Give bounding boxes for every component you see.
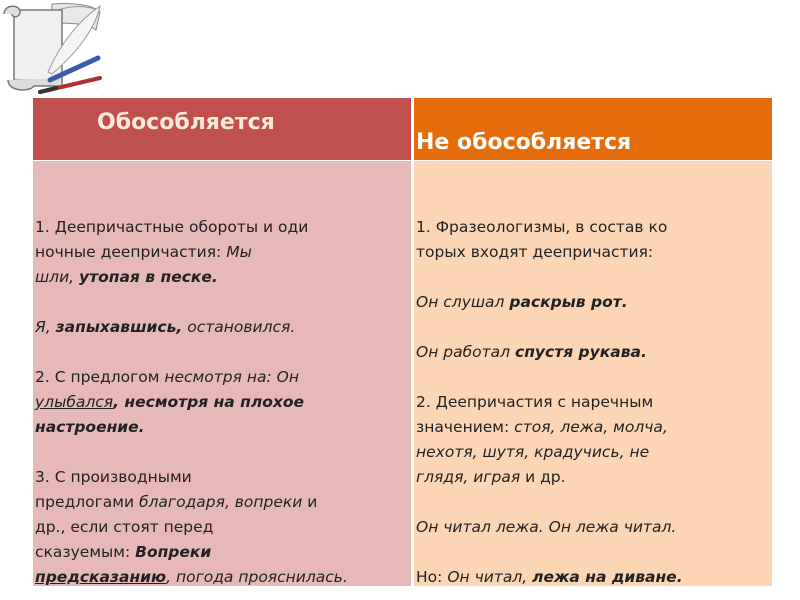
right-line-9 bbox=[416, 515, 772, 540]
left-example-bold: , несмотря на плохое bbox=[113, 393, 305, 411]
comparison-table bbox=[33, 98, 772, 586]
left-example-span: шли, bbox=[35, 268, 75, 286]
right-column bbox=[414, 161, 772, 586]
right-text-span: Но: bbox=[416, 568, 443, 586]
left-line-6 bbox=[35, 390, 411, 415]
left-line-7 bbox=[35, 415, 411, 440]
left-text bbox=[35, 215, 411, 590]
left-column bbox=[33, 161, 411, 586]
left-example-bold: настроение. bbox=[35, 418, 145, 436]
right-example-span: не bbox=[629, 443, 650, 461]
right-text-span: значением: bbox=[416, 418, 510, 436]
scroll-quill-icon bbox=[0, 0, 110, 100]
right-line-10 bbox=[416, 565, 772, 590]
left-line-5 bbox=[35, 365, 411, 390]
left-example-span: благодаря, вопреки bbox=[138, 493, 303, 511]
left-example-span: , погода прояснилась. bbox=[166, 568, 348, 586]
right-example-span: Он читал лежа. Он лежа читал. bbox=[416, 518, 677, 536]
left-example-span: несмотря на: Он bbox=[164, 368, 299, 386]
right-line-2: торых входят деепричастия: bbox=[416, 243, 654, 261]
right-line-1: 1. Фразеологизмы, в состав ко bbox=[416, 218, 668, 236]
left-line-8: 3. С производными bbox=[35, 468, 192, 486]
right-text-span: и др. bbox=[525, 468, 566, 486]
right-example-span: Он читал, bbox=[447, 568, 528, 586]
right-example-span: стоя, лежа, молча, bbox=[514, 418, 668, 436]
right-example-bold: спустя рукава. bbox=[515, 343, 647, 361]
left-text-span: 2. С предлогом bbox=[35, 368, 160, 386]
left-example-bold: предсказанию bbox=[35, 568, 167, 586]
right-example-span: Он работал bbox=[416, 343, 511, 361]
header-left: Обособляется bbox=[33, 98, 411, 160]
left-line-11 bbox=[35, 540, 411, 565]
right-example-span: глядя, играя bbox=[416, 468, 521, 486]
left-example-bold: Вопреки bbox=[135, 543, 212, 561]
right-line-8 bbox=[416, 465, 772, 490]
right-example-bold: лежа на диване. bbox=[532, 568, 683, 586]
left-line-10: др., если стоят перед bbox=[35, 518, 214, 536]
left-example-span: остановился. bbox=[187, 318, 296, 336]
right-example-span: Он слушал bbox=[416, 293, 505, 311]
left-example-bold: утопая в песке. bbox=[79, 268, 218, 286]
left-text-span: и bbox=[307, 493, 318, 511]
left-line-3 bbox=[35, 265, 411, 290]
right-example-bold: раскрыв рот. bbox=[509, 293, 628, 311]
left-line-12 bbox=[35, 565, 411, 590]
left-text-span: предлогами bbox=[35, 493, 135, 511]
header-right: Не обособляется bbox=[414, 98, 772, 160]
left-text-span: ночные деепричастия: bbox=[35, 243, 222, 261]
right-line-7 bbox=[416, 440, 772, 465]
left-line-9 bbox=[35, 490, 411, 515]
right-line-4 bbox=[416, 340, 772, 365]
left-line-1: 1. Деепричастные обороты и оди bbox=[35, 218, 309, 236]
right-line-3 bbox=[416, 290, 772, 315]
left-line-2 bbox=[35, 240, 411, 265]
left-text-span: сказуемым: bbox=[35, 543, 131, 561]
right-example-span: нехотя, шутя, крадучись, bbox=[416, 443, 625, 461]
right-line-6 bbox=[416, 415, 772, 440]
left-line-4 bbox=[35, 315, 411, 340]
left-example-span: Я, bbox=[35, 318, 51, 336]
left-example-span: улыбался bbox=[35, 393, 114, 411]
left-example-span: Мы bbox=[226, 243, 252, 261]
left-example-bold: запыхавшись, bbox=[55, 318, 183, 336]
right-line-5: 2. Деепричастия с наречным bbox=[416, 393, 654, 411]
right-text bbox=[416, 215, 772, 590]
